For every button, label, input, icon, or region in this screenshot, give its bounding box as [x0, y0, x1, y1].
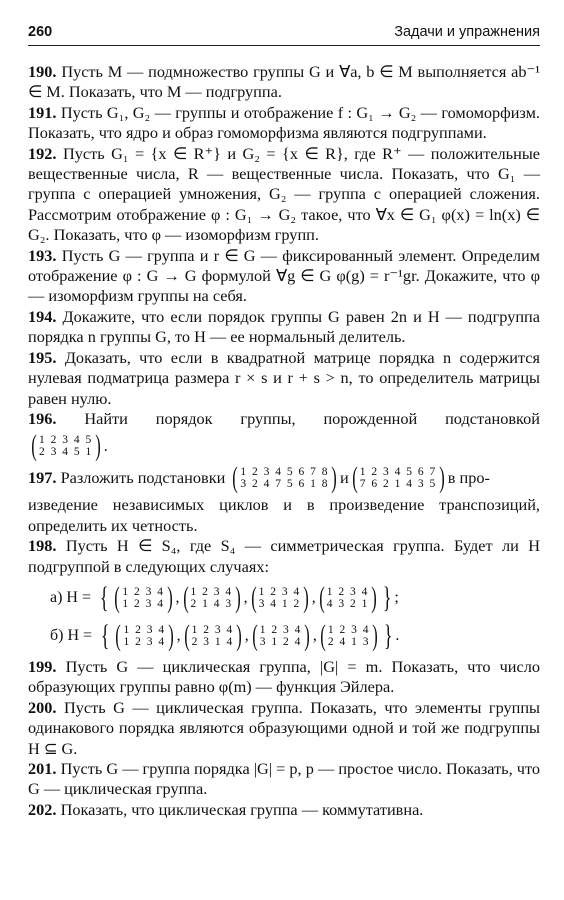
book-page — [28, 22, 540, 820]
problem-199: 199. Пусть G — циклическая группа, |G| = m. Показать, что число образующих группы равно φ(m) — функция Эйлера. — [28, 656, 540, 697]
problem-196: 196. Найти порядок группы, порожденной подстановкой ( 1 2 3 4 5 2 3 4 5 1 ) . — [28, 408, 540, 463]
problem-201: 201. Пусть G — группа порядка |G| = p, p — простое число. Показать, что G — циклическая группа. — [28, 758, 540, 799]
page-number: 260 — [28, 24, 53, 40]
case-a: а) H = { ( 1 2 3 4 1 2 3 4 ) , ( 1 2 3 4 2 1 4 3 ) , ( 1 2 3 4 3 4 1 2 ) , ( 1 2 3 4 4 3 2 1 ) } ; — [50, 580, 399, 614]
problem-202: 202. Показать, что циклическая группа — коммутативна. — [28, 799, 424, 819]
problem-193: 193. Пусть G — группа и r ∈ G — фиксированный элемент. Определим отображение φ : G → G формулой ∀g ∈ G φ(g) = r⁻¹gr. Докажите, что φ — изоморфизм группы на себя. — [28, 245, 540, 306]
problem-197: 197. Разложить подстановки ( 1 2 3 4 5 6 7 8 3 2 4 7 5 6 1 8 ) и ( 1 2 3 4 5 6 7 7 6 2 1 4 3 5 ) в про- изведение независимых циклов и в произведение транспозиций, определить их четность. — [28, 461, 540, 535]
problem-192: 192. Пусть G₁ = {x ∈ R⁺} и G₂ = {x ∈ R}, где R⁺ — положительные вещественные числа, R — вещественные числа. Показать, что G₁ — группа с операцией умножения, G₂ — группа с операцией сложения. Рассмотрим отображение φ : G₁ → G₂ такое, что ∀x ∈ G₁ φ(x) = ln(x) ∈ G₂. Показать, что φ — изоморфизм групп. — [28, 143, 540, 245]
problem-194: 194. Докажите, что если порядок группы G равен 2n и H — подгруппа порядка n группы G, то H — ее нормальный делитель. — [28, 306, 540, 347]
permutation-matrix: ( 1 2 3 4 5 2 3 4 5 1 ) — [31, 429, 101, 463]
problem-200: 200. Пусть G — циклическая группа. Показать, что элементы группы одинакового порядка являются образующими одной и той же подгруппы H ⊆ G. — [28, 697, 540, 758]
problem-198: 198. Пусть H ∈ S₄, где S₄ — симметрическая группа. Будет ли H подгруппой в следующих случаях: а) H = { ( 1 2 3 4 1 2 3 4 ) , ( 1 2 3 4 2 1 4 3 ) , ( 1 2 3 4 3 4 1 2 ) , ( 1 2 3 4 4 3 2 1 ) } ; б) H = { ( 1 2 3 4 1 2 3 4 ) , ( 1 2 3 4 2 3 1 4 ) , ( 1 2 3 4 3 1 2 4 ) , ( 1 2 3 4 2 4 1 3 ) } . — [28, 536, 540, 652]
case-b: б) H = { ( 1 2 3 4 1 2 3 4 ) , ( 1 2 3 4 2 3 1 4 ) , ( 1 2 3 4 3 1 2 4 ) , ( 1 2 3 4 2 4 1 3 ) } . — [50, 618, 400, 652]
problem-195: 195. Доказать, что если в квадратной матрице порядка n содержится нулевая подматрица размера r × s и r + s > n, то определитель матрицы равен нулю. — [28, 347, 540, 408]
permutation-matrix: ( 1 2 3 4 5 6 7 8 3 2 4 7 5 6 1 8 ) — [232, 461, 337, 495]
permutation-matrix: ( 1 2 3 4 5 6 7 7 6 2 1 4 3 5 ) — [352, 461, 445, 495]
header-rule — [28, 45, 540, 46]
problem-190: 190. Пусть M — подмножество группы G и ∀a, b ∈ M выполняется ab⁻¹ ∈ M. Показать, что M — подгруппа. — [28, 62, 540, 102]
running-title: Задачи и упражнения — [394, 24, 540, 40]
problem-191: 191. Пусть G₁, G₂ — группы и отображение f : G₁ → G₂ — гомоморфизм. Показать, что ядро и образ гомоморфизма являются подгруппами. — [28, 102, 540, 143]
page-header — [28, 22, 540, 42]
